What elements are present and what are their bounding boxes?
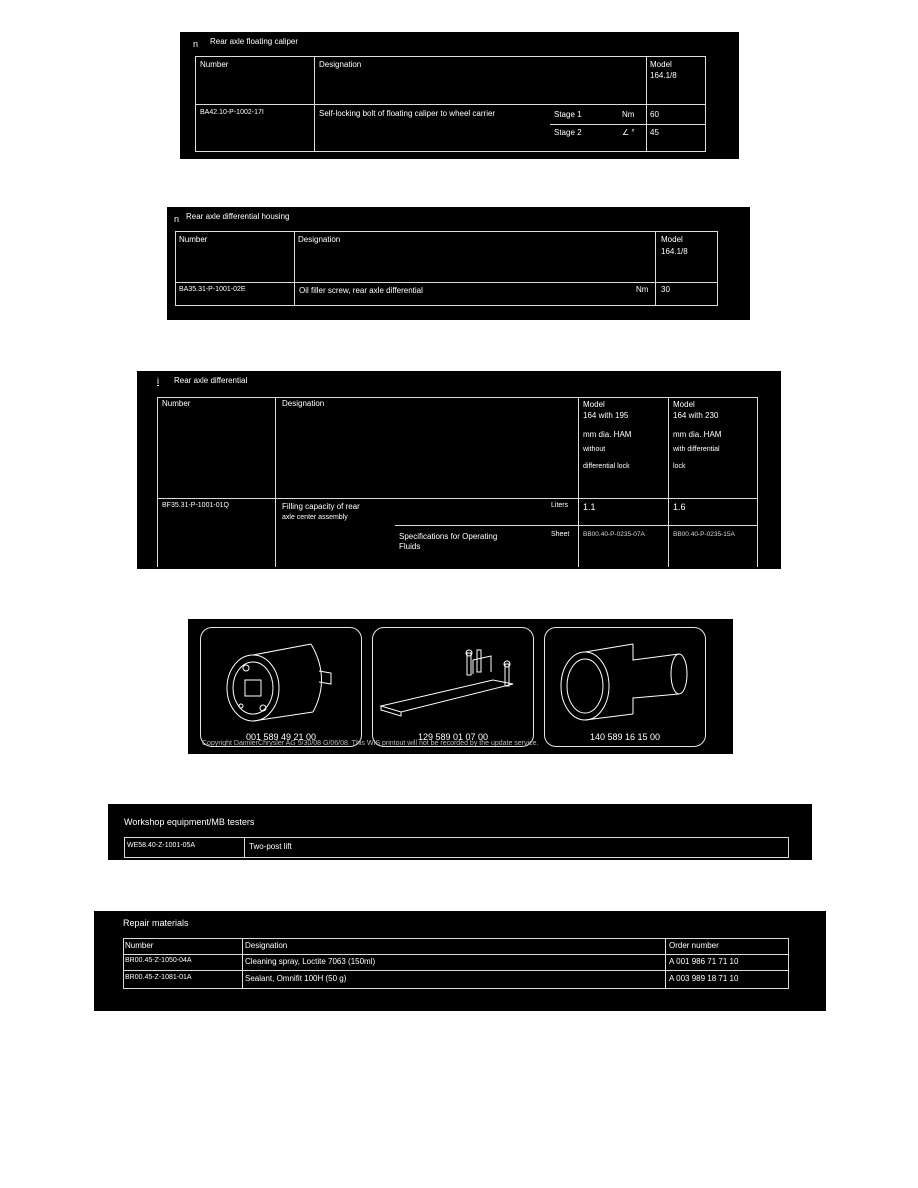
table-border xyxy=(123,938,789,939)
row-designation-line1: Filling capacity of rear xyxy=(282,502,360,511)
header-number: Number xyxy=(200,60,229,69)
row-designation: Two-post lift xyxy=(249,842,292,851)
model2-line5: lock xyxy=(673,463,686,470)
special-tools-panel xyxy=(188,619,733,754)
tool-card xyxy=(544,627,706,747)
row-number: BF35.31-P-1001-01Q xyxy=(162,502,229,509)
table-border xyxy=(550,124,706,125)
model1-line2: 164 with 195 xyxy=(583,411,629,420)
table-border xyxy=(275,397,276,567)
model1-line1: Model xyxy=(583,400,605,409)
header-number: Number xyxy=(125,941,154,950)
table-border xyxy=(123,970,789,971)
table-border xyxy=(242,938,243,989)
table-border xyxy=(195,104,706,105)
model2-line2: 164 with 230 xyxy=(673,411,719,420)
tool-card xyxy=(200,627,362,747)
section-title: Rear axle differential xyxy=(174,376,248,385)
spec-label-line2: Fluids xyxy=(399,542,421,551)
table-border xyxy=(157,498,758,499)
rear-axle-differential-panel xyxy=(137,371,781,569)
spec-unit: Sheet xyxy=(551,531,570,538)
tool-number: 001 589 49 21 00 xyxy=(245,732,317,742)
row-designation-line2: axle center assembly xyxy=(282,514,348,521)
table-border xyxy=(123,954,789,955)
model1-line5: differential lock xyxy=(583,463,630,470)
table-border xyxy=(195,151,706,152)
stage2-label: Stage 2 xyxy=(554,128,582,137)
table-border xyxy=(717,231,718,306)
row-designation: Self-locking bolt of floating caliper to wheel carrier xyxy=(319,109,496,118)
row-number: BA35.31-P-1001-02E xyxy=(179,286,246,293)
table-border xyxy=(124,837,125,858)
table-border xyxy=(124,857,789,858)
table-border xyxy=(788,938,789,989)
header-model-sub: 164.1/8 xyxy=(661,247,688,256)
model1-line3: mm dia. HAM xyxy=(583,430,632,439)
row-value: 30 xyxy=(661,285,670,294)
repair-materials-panel xyxy=(94,911,826,1011)
header-designation: Designation xyxy=(319,60,362,69)
header-designation: Designation xyxy=(245,941,288,950)
section-title: Workshop equipment/MB testers xyxy=(124,817,255,827)
stage2-value: 45 xyxy=(650,128,659,137)
spec-value2: BB00.40-P-0235-15A xyxy=(673,531,735,538)
stage1-label: Stage 1 xyxy=(554,110,582,119)
stage1-value: 60 xyxy=(650,110,659,119)
section-title: Rear axle differential housing xyxy=(186,212,290,221)
spec-value1: BB00.40-P-0235-07A xyxy=(583,531,645,538)
table-border xyxy=(175,282,718,283)
table-border xyxy=(123,988,789,989)
table-border xyxy=(195,56,706,57)
row-value2: 1.6 xyxy=(673,502,686,512)
row-number: BR00.45-Z-1050-04A xyxy=(125,957,192,964)
socket-wrench-icon xyxy=(201,628,361,728)
floating-caliper-panel xyxy=(180,32,739,159)
bullet: n xyxy=(174,214,180,224)
row-unit: Nm xyxy=(636,285,649,294)
table-border xyxy=(123,938,124,989)
counterholder-icon xyxy=(373,628,533,728)
header-model: Model xyxy=(661,235,683,244)
row-designation: Sealant, Omnifit 100H (50 g) xyxy=(245,974,347,983)
tool-card xyxy=(372,627,534,747)
header-model-sub: 164.1/8 xyxy=(650,71,677,80)
table-border xyxy=(395,525,758,526)
header-model: Model xyxy=(650,60,672,69)
workshop-equipment-panel xyxy=(108,804,812,860)
model1-line4: without xyxy=(583,446,606,453)
table-border xyxy=(175,231,718,232)
header-order: Order number xyxy=(669,941,719,950)
table-border xyxy=(788,837,789,858)
table-border xyxy=(668,397,669,567)
row-number: WE58.40-Z-1001-05A xyxy=(127,842,196,849)
copyright-text: Copyright DaimlerChrysler AG 5/30/08 G/06/08. This WIS printout will not be recorded by the update service. xyxy=(202,740,539,747)
table-border xyxy=(124,837,789,838)
header-designation: Designation xyxy=(282,399,325,408)
table-border xyxy=(294,231,295,306)
table-border xyxy=(757,397,758,567)
model2-line1: Model xyxy=(673,400,695,409)
row-unit: Liters xyxy=(551,502,569,509)
section-title: Rear axle floating caliper xyxy=(210,37,299,46)
row-order: A 001 986 71 71 10 xyxy=(669,957,739,966)
table-border xyxy=(244,837,245,858)
row-number: BA42.10-P-1002-17I xyxy=(200,109,264,116)
bullet: i xyxy=(157,376,159,386)
differential-housing-panel xyxy=(167,207,750,320)
header-designation: Designation xyxy=(298,235,341,244)
model2-line4: with differential xyxy=(673,446,720,453)
row-designation: Cleaning spray, Loctite 7063 (150ml) xyxy=(245,957,376,966)
model2-line3: mm dia. HAM xyxy=(673,430,722,439)
row-designation: Oil filler screw, rear axle differential xyxy=(299,286,423,295)
row-number: BR00.45-Z-1081-01A xyxy=(125,974,192,981)
tool-number: 140 589 16 15 00 xyxy=(589,732,661,742)
section-title: Repair materials xyxy=(123,918,189,928)
bullet: n xyxy=(193,39,199,49)
tool-number: 129 589 01 07 00 xyxy=(417,732,489,742)
spec-label-line1: Specifications for Operating xyxy=(399,532,498,541)
stage2-unit: ∠ ° xyxy=(622,128,635,137)
row-value1: 1.1 xyxy=(583,502,596,512)
table-border xyxy=(578,397,579,567)
table-border xyxy=(157,397,158,567)
row-order: A 003 989 18 71 10 xyxy=(669,974,739,983)
table-border xyxy=(665,938,666,989)
table-border xyxy=(175,305,718,306)
stage1-unit: Nm xyxy=(622,110,635,119)
header-number: Number xyxy=(179,235,208,244)
header-number: Number xyxy=(162,399,191,408)
table-border xyxy=(175,231,176,306)
sleeve-icon xyxy=(545,628,705,728)
table-border xyxy=(655,231,656,306)
